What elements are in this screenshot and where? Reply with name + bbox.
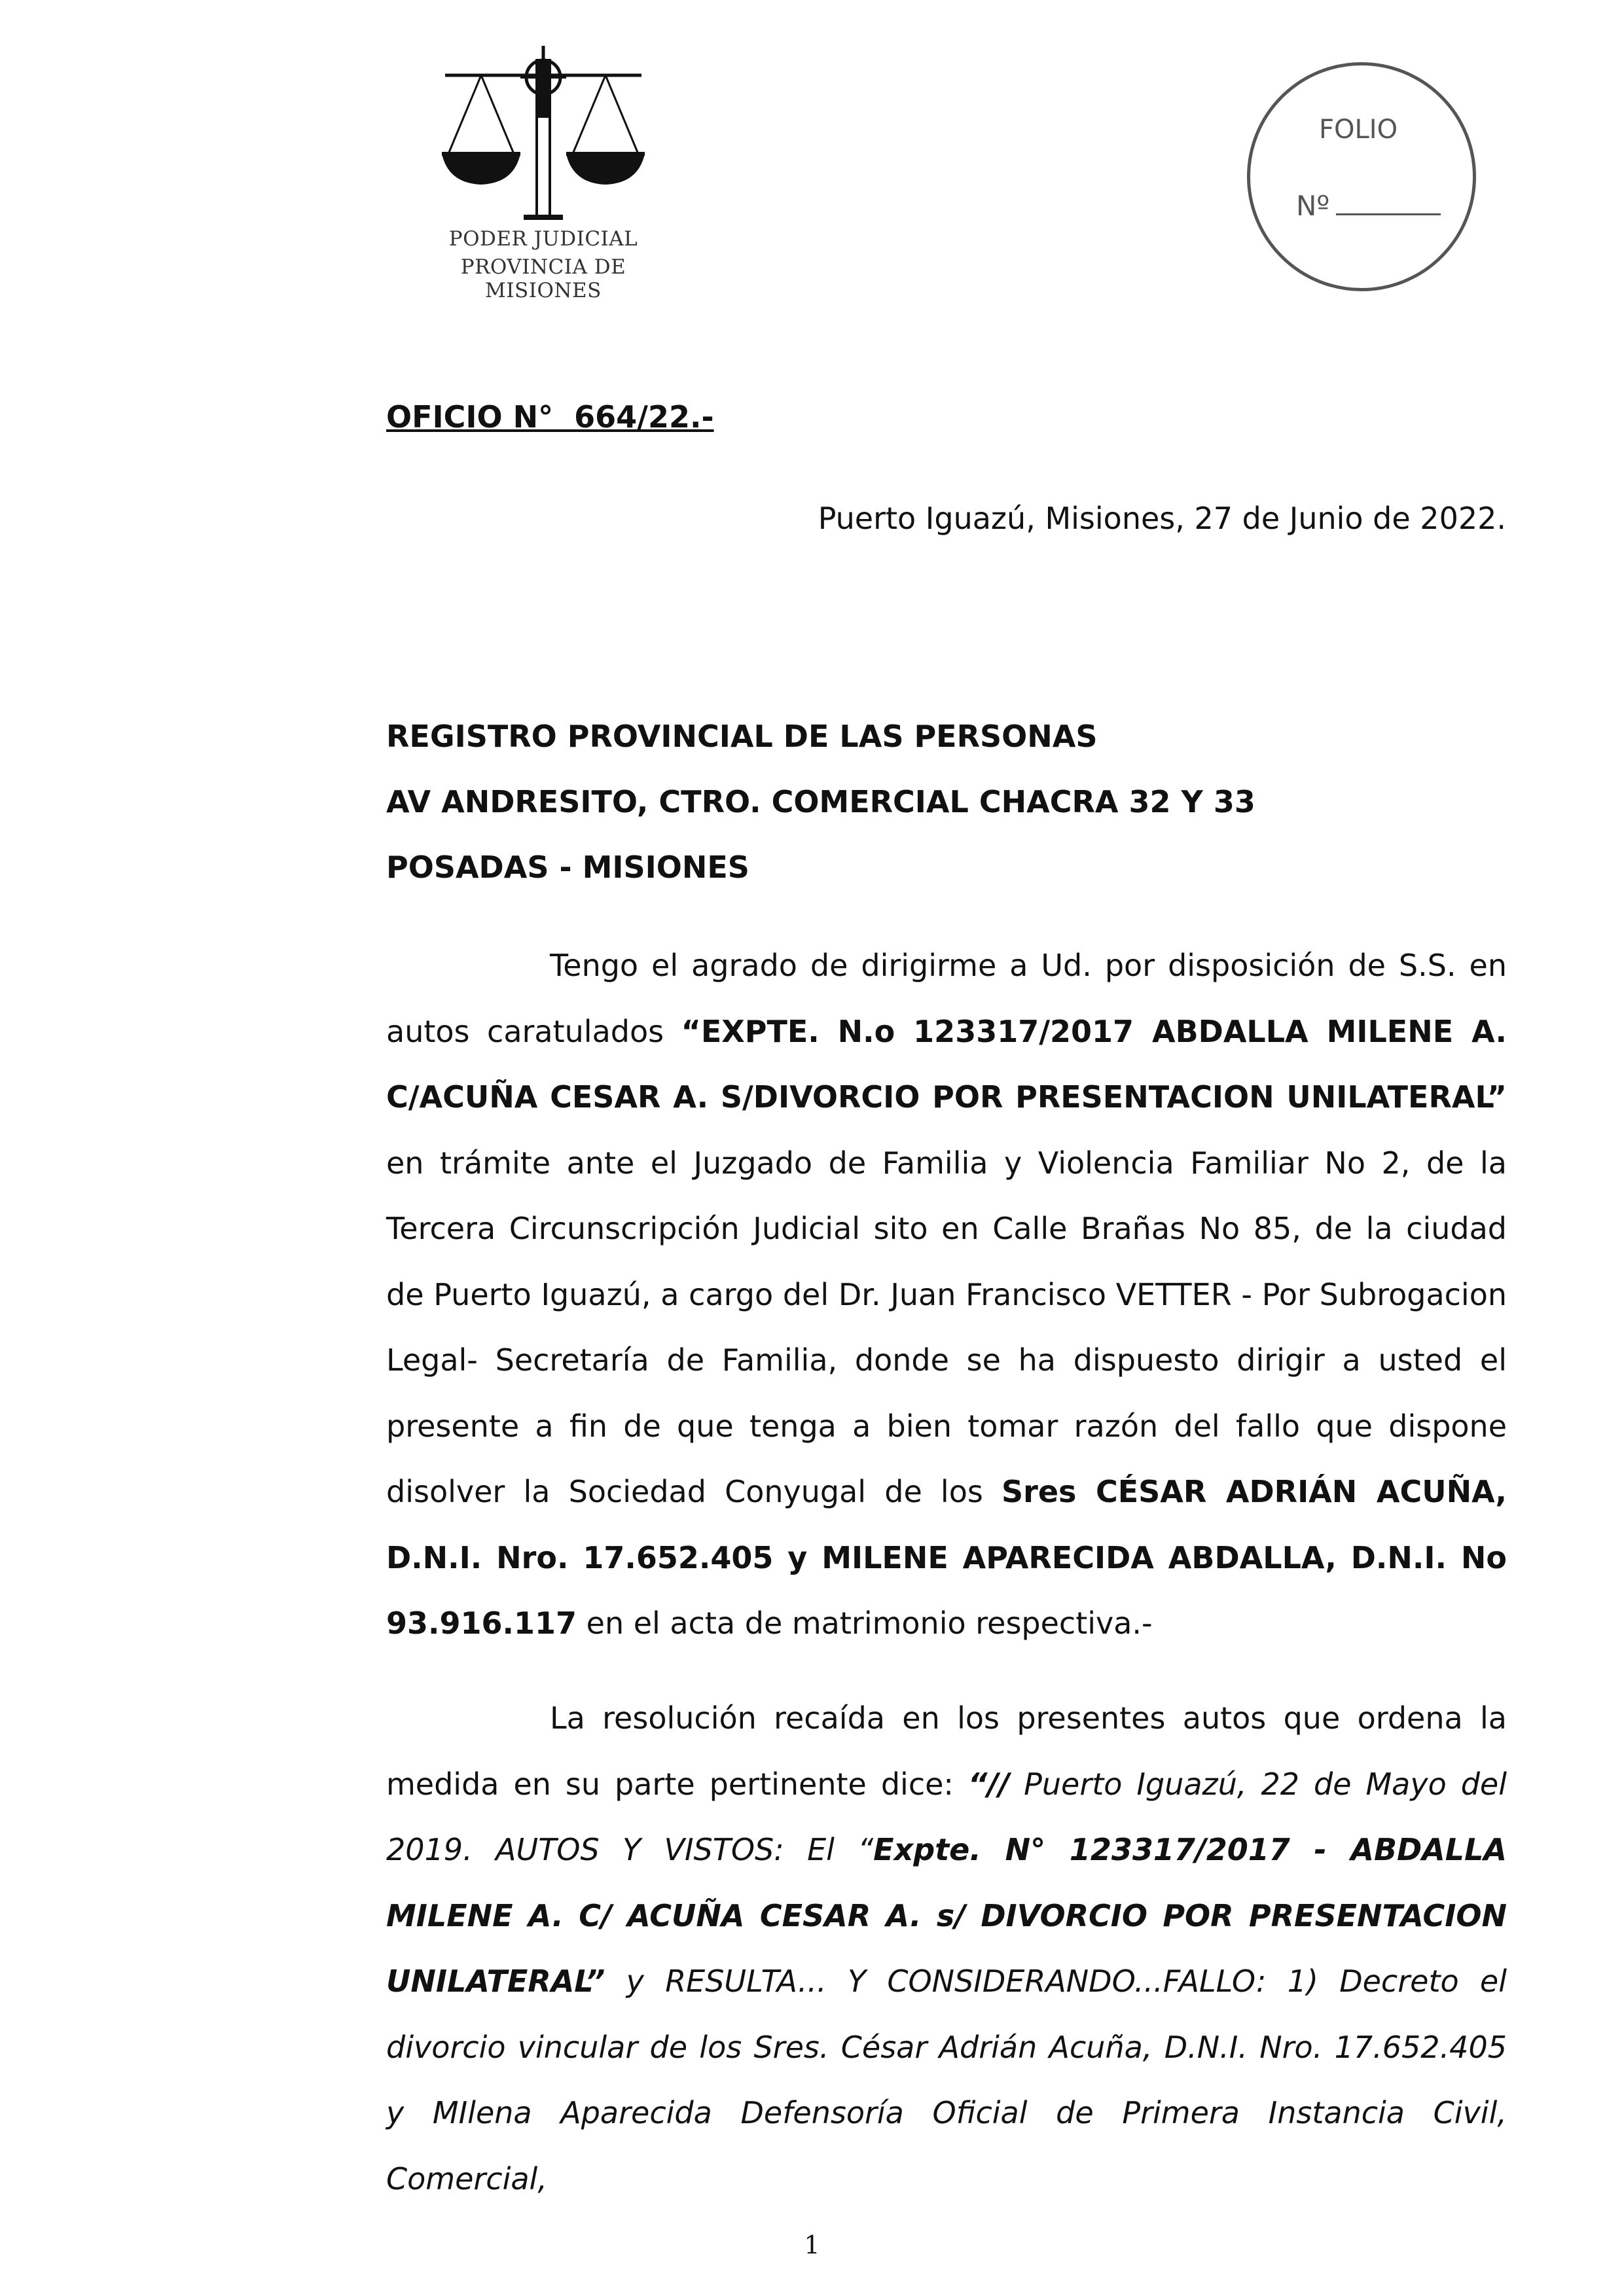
p1-text-1: Tengo el agrado de dirigirme a Ud. por disposición de S.S. en autos caratulados xyxy=(386,948,1507,1049)
addressee-block xyxy=(386,704,1255,900)
addressee-line1: REGISTRO PROVINCIAL DE LAS PERSONAS xyxy=(386,719,1098,754)
p1-parties: Sres CÉSAR ADRIÁN ACUÑA, D.N.I. Nro. 17.652.405 y MILENE APARECIDA ABDALLA, D.N.I. No 93.916.117 xyxy=(386,1474,1507,1641)
oficio-number: OFICIO N° 664/22.- xyxy=(386,399,714,435)
p2-quote-text-1: Puerto Iguazú, 22 de Mayo del 2019. AUTOS Y VISTOS: El “ xyxy=(386,1766,1507,1867)
p2-quote-open: “// xyxy=(967,1766,1010,1802)
folio-label: FOLIO xyxy=(1319,115,1398,145)
emblem-text-line1: PODER JUDICIAL xyxy=(448,227,638,251)
p1-case-title: “EXPTE. N.o 123317/2017 ABDALLA MILENE A. C/ACUÑA CESAR A. S/DIVORCIO POR PRESENTACION UNILATERAL” xyxy=(386,1013,1507,1115)
scales-of-justice-icon xyxy=(432,39,655,223)
body-paragraph-2 xyxy=(386,1685,1507,2212)
document-date: Puerto Iguazú, Misiones, 27 de Junio de 2022. xyxy=(818,501,1506,536)
page-number: 1 xyxy=(804,2231,820,2259)
p2-quote-text-2: y RESULTA... Y CONSIDERANDO...FALLO: 1) Decreto el divorcio vincular de los Sres. César Adrián Acuña, D.N.I. Nro. 17.652.405 y MIlena Aparecida Defensoría Oficial de Primera Instancia Civil, Comercial, xyxy=(386,1964,1507,2197)
folio-number-label: Nº xyxy=(1296,190,1330,222)
addressee-line2: AV ANDRESITO, CTRO. COMERCIAL CHACRA 32 Y 33 xyxy=(386,784,1255,819)
folio-number-line xyxy=(1296,190,1441,222)
body-paragraph-1 xyxy=(386,933,1507,1657)
p2-text-1: La resolución recaída en los presentes autos que ordena la medida en su parte pertinente dice: xyxy=(386,1700,1507,1802)
poder-judicial-emblem xyxy=(406,39,681,302)
p2-quoted-case-title: Expte. N° 123317/2017 - ABDALLA MILENE A. C/ ACUÑA CESAR A. s/ DIVORCIO POR PRESENTACION UNILATERAL” xyxy=(386,1832,1507,1999)
folio-stamp xyxy=(1247,62,1476,291)
emblem-text-line2: PROVINCIA DE MISIONES xyxy=(460,255,626,302)
addressee-line3: POSADAS - MISIONES xyxy=(386,850,749,885)
p1-text-2: en trámite ante el Juzgado de Familia y Violencia Familiar No 2, de la Tercera Circunscripción Judicial sito en Calle Brañas No 85, de la ciudad de Puerto Iguazú, a cargo del Dr. Juan Francisco VETTER - Por Subrogacion Legal- Secretaría de Familia, donde se ha dispuesto dirigir a usted el presente a fin de que tenga a bien tomar razón del fallo que dispone disolver la Sociedad Conyugal de los xyxy=(386,1145,1507,1509)
folio-blank-line xyxy=(1336,190,1441,215)
p1-text-3: en el acta de matrimonio respectiva.- xyxy=(577,1605,1153,1641)
